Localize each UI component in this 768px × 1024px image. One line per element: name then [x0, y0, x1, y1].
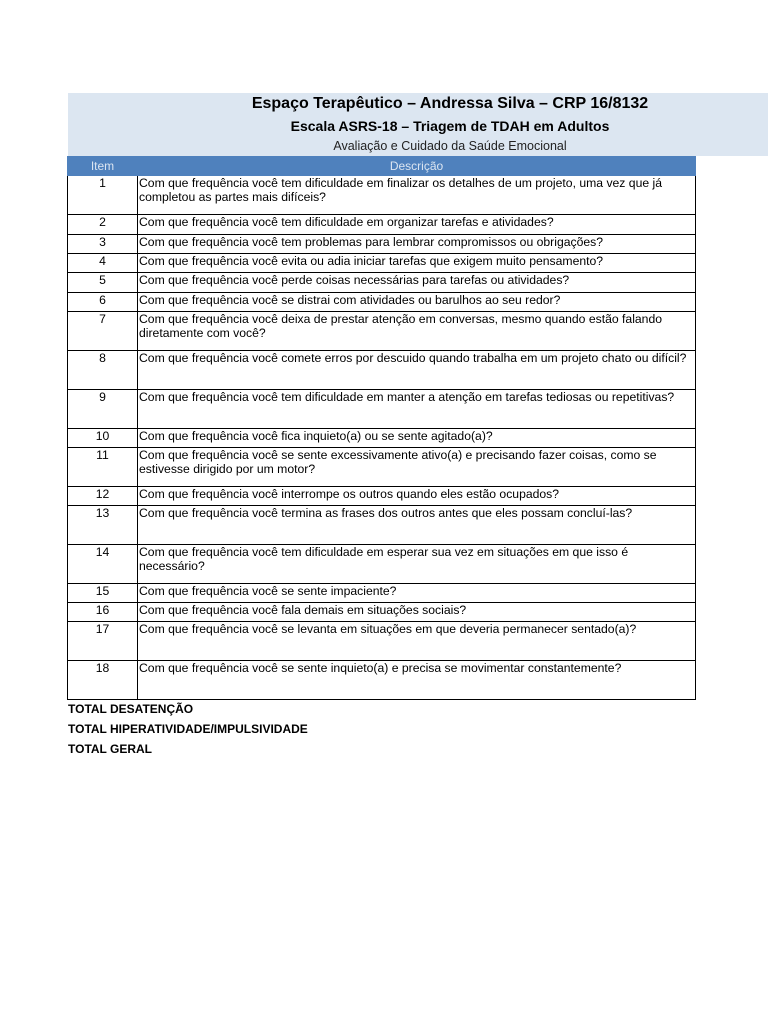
total-inattention-label: TOTAL DESATENÇÃO: [68, 702, 194, 716]
item-description: Com que frequência você se distrai com atividades ou barulhos ao seu redor?: [138, 293, 696, 312]
item-description: Com que frequência você comete erros por descuido quando trabalha em um projeto chato ou difícil?: [138, 351, 696, 390]
item-description: Com que frequência você se sente excessivamente ativo(a) e precisando fazer coisas, como se estivesse dirigido por um motor?: [138, 448, 696, 487]
table-row: [68, 293, 696, 312]
item-description: Com que frequência você tem dificuldade em organizar tarefas e atividades?: [138, 215, 696, 235]
total-hyperactivity-label: TOTAL HIPERATIVIDADE/IMPULSIVIDADE: [68, 722, 308, 736]
item-number: 1: [68, 176, 138, 215]
item-number: 7: [68, 312, 138, 351]
item-number: 10: [68, 429, 138, 448]
table-row: [68, 273, 696, 293]
item-number: 11: [68, 448, 138, 487]
total-overall-label: TOTAL GERAL: [68, 742, 152, 756]
page-subtitle: Escala ASRS-18 – Triagem de TDAH em Adultos: [290, 118, 610, 134]
page-tagline: Avaliação e Cuidado da Saúde Emocional: [333, 139, 567, 153]
column-header-description: Descrição: [138, 157, 696, 176]
table-row: [68, 429, 696, 448]
item-number: 12: [68, 487, 138, 506]
column-header-item: Item: [68, 157, 138, 176]
item-description: Com que frequência você tem dificuldade em manter a atenção em tarefas tediosas ou repetitivas?: [138, 390, 696, 429]
item-description: Com que frequência você tem dificuldade em finalizar os detalhes de um projeto, uma vez que já completou as partes mais difíceis?: [138, 176, 696, 215]
item-number: 4: [68, 254, 138, 273]
item-number: 15: [68, 584, 138, 603]
item-description: Com que frequência você interrompe os outros quando eles estão ocupados?: [138, 487, 696, 506]
item-description: Com que frequência você termina as frases dos outros antes que eles possam concluí-las?: [138, 506, 696, 545]
table-row: [68, 603, 696, 622]
item-number: 2: [68, 215, 138, 235]
table-row: [68, 487, 696, 506]
table-row: [68, 506, 696, 545]
table-row: [68, 312, 696, 351]
table-row: [68, 448, 696, 487]
table-row: [68, 545, 696, 584]
item-number: 13: [68, 506, 138, 545]
page-title: Espaço Terapêutico – Andressa Silva – CRP 16/8132: [251, 95, 649, 112]
table-row: [68, 351, 696, 390]
table-row: [68, 661, 696, 700]
item-description: Com que frequência você perde coisas necessárias para tarefas ou atividades?: [138, 273, 696, 293]
item-description: Com que frequência você evita ou adia iniciar tarefas que exigem muito pensamento?: [138, 254, 696, 273]
item-number: 14: [68, 545, 138, 584]
table-row: [68, 176, 696, 215]
table-row: [68, 390, 696, 429]
item-description: Com que frequência você fala demais em situações sociais?: [138, 603, 696, 622]
item-description: Com que frequência você se levanta em situações em que deveria permanecer sentado(a)?: [138, 622, 696, 661]
item-number: 16: [68, 603, 138, 622]
item-description: Com que frequência você tem problemas para lembrar compromissos ou obrigações?: [138, 235, 696, 254]
table-row: [68, 622, 696, 661]
item-number: 18: [68, 661, 138, 700]
item-description: Com que frequência você fica inquieto(a) ou se sente agitado(a)?: [138, 429, 696, 448]
item-description: Com que frequência você se sente inquieto(a) e precisa se movimentar constantemente?: [138, 661, 696, 700]
item-description: Com que frequência você deixa de prestar atenção em conversas, mesmo quando estão falando diretamente com você?: [138, 312, 696, 351]
item-number: 3: [68, 235, 138, 254]
questions-table: [67, 156, 696, 700]
table-row: [68, 254, 696, 273]
item-number: 6: [68, 293, 138, 312]
item-number: 8: [68, 351, 138, 390]
item-number: 5: [68, 273, 138, 293]
item-description: Com que frequência você tem dificuldade em esperar sua vez em situações em que isso é necessário?: [138, 545, 696, 584]
table-row: [68, 215, 696, 235]
table-header-row: [68, 157, 696, 176]
table-row: [68, 235, 696, 254]
item-description: Com que frequência você se sente impaciente?: [138, 584, 696, 603]
item-number: 17: [68, 622, 138, 661]
item-number: 9: [68, 390, 138, 429]
table-row: [68, 584, 696, 603]
